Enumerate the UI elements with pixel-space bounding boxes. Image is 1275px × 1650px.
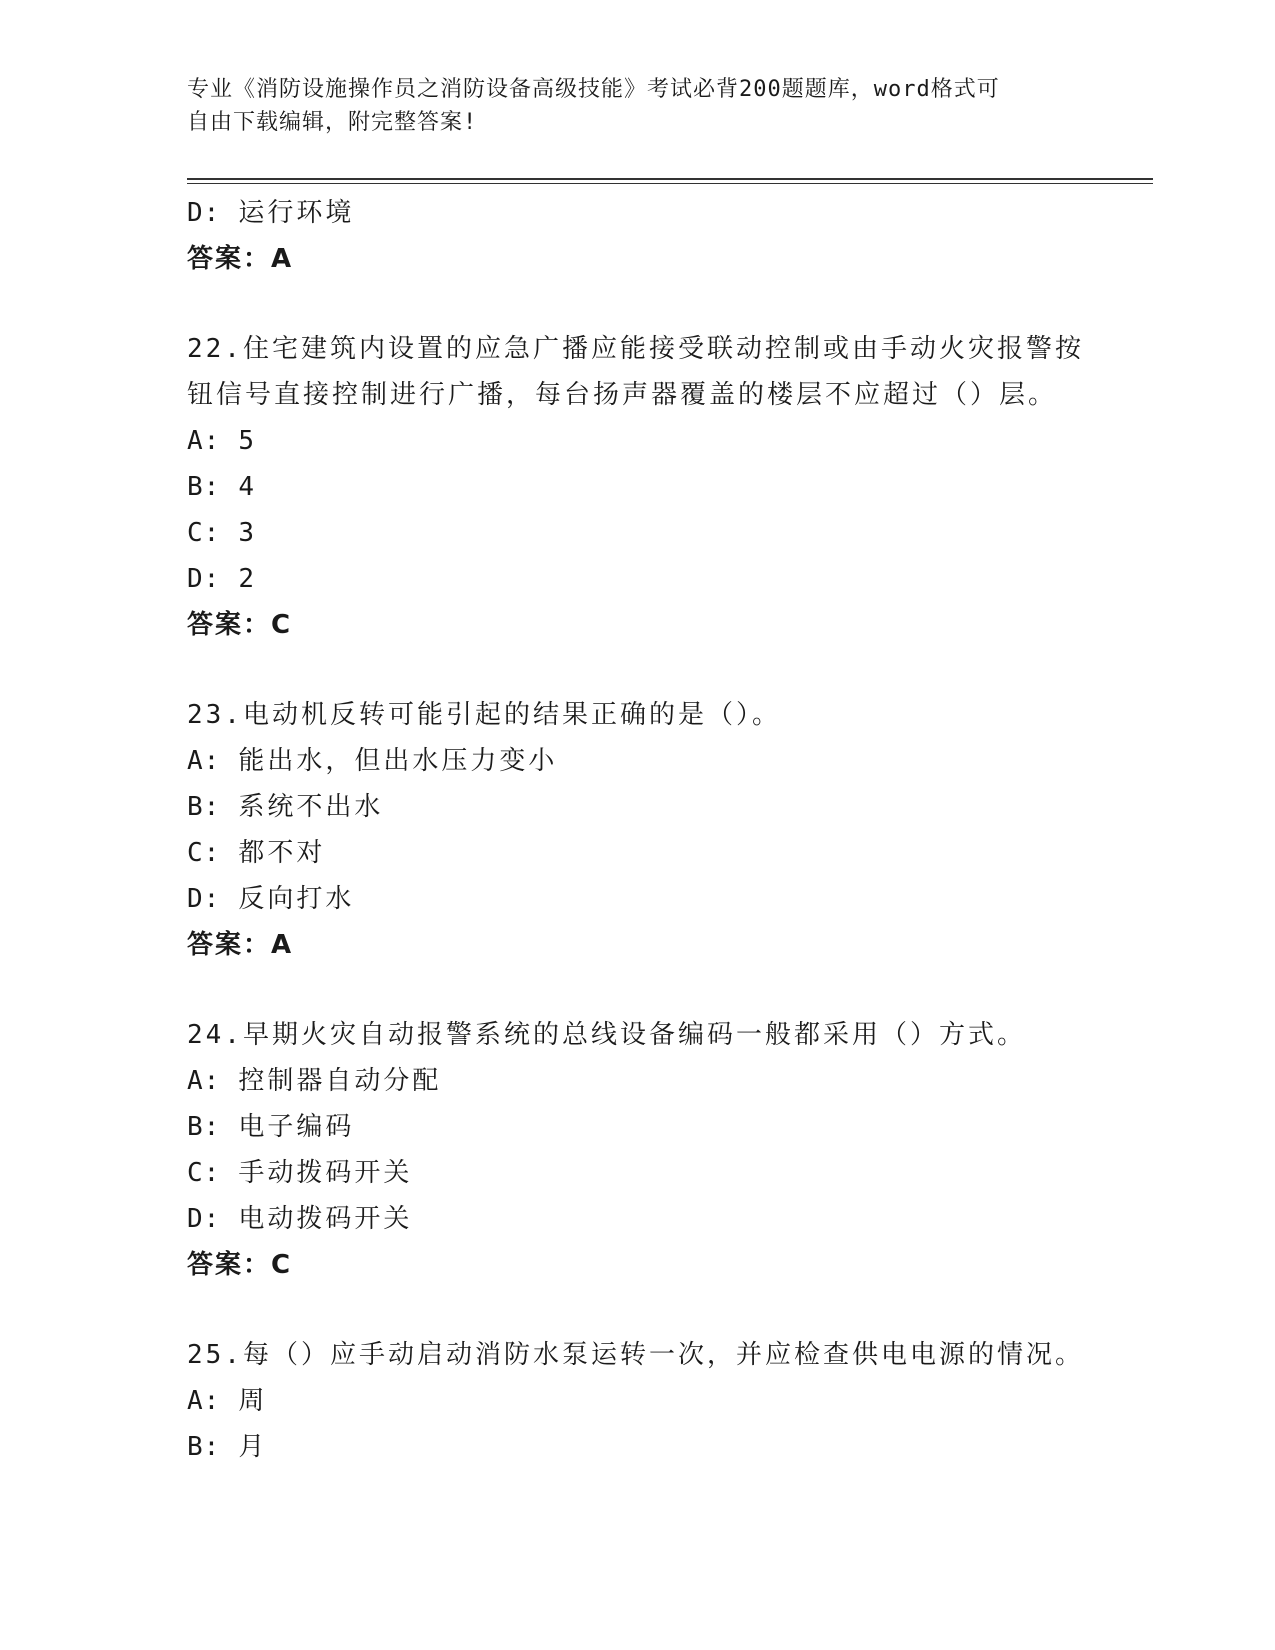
option-label: C: <box>187 1158 221 1188</box>
option-label: A: <box>187 746 221 776</box>
option-d <box>187 190 1087 236</box>
answer-line: 答案：C <box>187 610 293 640</box>
option-text: 都不对 <box>238 838 326 868</box>
option-a <box>187 1378 1087 1424</box>
question-list <box>187 190 1087 1470</box>
spacer <box>187 1288 1087 1332</box>
option-label: D: <box>187 564 221 594</box>
option-text: 周 <box>238 1386 268 1416</box>
option-a <box>187 738 1087 784</box>
option-text: 运行环境 <box>238 198 355 228</box>
option-text: 反向打水 <box>238 884 355 914</box>
header-divider-thin <box>187 183 1153 184</box>
option-text: 系统不出水 <box>238 792 384 822</box>
option-c <box>187 1150 1087 1196</box>
spacer <box>187 648 1087 692</box>
option-c <box>187 830 1087 876</box>
option-d <box>187 876 1087 922</box>
option-label: A: <box>187 1066 221 1096</box>
question-stem: 24.早期火灾自动报警系统的总线设备编码一般都采用（）方式。 <box>187 1020 1026 1050</box>
header-divider-thick <box>187 178 1153 180</box>
option-b <box>187 1424 1087 1470</box>
option-label: D: <box>187 1204 221 1234</box>
option-label: B: <box>187 1112 221 1142</box>
spacer <box>187 968 1087 1012</box>
option-b <box>187 464 1087 510</box>
question-stem: 25.每（）应手动启动消防水泵运转一次，并应检查供电电源的情况。 <box>187 1340 1084 1370</box>
option-label: B: <box>187 472 221 502</box>
option-d <box>187 556 1087 602</box>
option-c <box>187 510 1087 556</box>
option-text: 能出水，但出水压力变小 <box>238 746 558 776</box>
option-label: C: <box>187 518 221 548</box>
question-stem: 23.电动机反转可能引起的结果正确的是（）。 <box>187 700 781 730</box>
option-text: 控制器自动分配 <box>238 1066 442 1096</box>
option-text: 3 <box>238 518 257 548</box>
option-label: D: <box>187 884 221 914</box>
header-title-line-1: 专业《消防设施操作员之消防设备高级技能》考试必背200题题库，word格式可 <box>187 77 1000 102</box>
option-text: 电动拨码开关 <box>238 1204 413 1234</box>
option-label: A: <box>187 1386 221 1416</box>
option-label: D: <box>187 198 221 228</box>
option-text: 4 <box>238 472 257 502</box>
option-text: 电子编码 <box>238 1112 355 1142</box>
option-text: 2 <box>238 564 257 594</box>
option-label: B: <box>187 792 221 822</box>
option-label: A: <box>187 426 221 456</box>
question-stem: 22.住宅建筑内设置的应急广播应能接受联动控制或由手动火灾报警按 <box>187 334 1084 364</box>
answer-line: 答案：A <box>187 244 294 274</box>
answer-line: 答案：A <box>187 930 294 960</box>
header-title-line-2: 自由下载编辑，附完整答案! <box>187 110 478 135</box>
option-label: B: <box>187 1432 221 1462</box>
option-a <box>187 418 1087 464</box>
question-25 <box>187 1332 1087 1470</box>
option-b <box>187 784 1087 830</box>
option-a <box>187 1058 1087 1104</box>
option-text: 手动拨码开关 <box>238 1158 413 1188</box>
option-text: 月 <box>238 1432 268 1462</box>
option-d <box>187 1196 1087 1242</box>
answer-line: 答案：C <box>187 1250 293 1280</box>
question-stem-continued: 钮信号直接控制进行广播，每台扬声器覆盖的楼层不应超过（）层。 <box>187 380 1058 410</box>
option-text: 5 <box>238 426 257 456</box>
question-24 <box>187 1012 1087 1288</box>
question-23 <box>187 692 1087 968</box>
option-label: C: <box>187 838 221 868</box>
document-header <box>187 73 1087 139</box>
spacer <box>187 282 1087 326</box>
question-22 <box>187 326 1087 648</box>
option-b <box>187 1104 1087 1150</box>
